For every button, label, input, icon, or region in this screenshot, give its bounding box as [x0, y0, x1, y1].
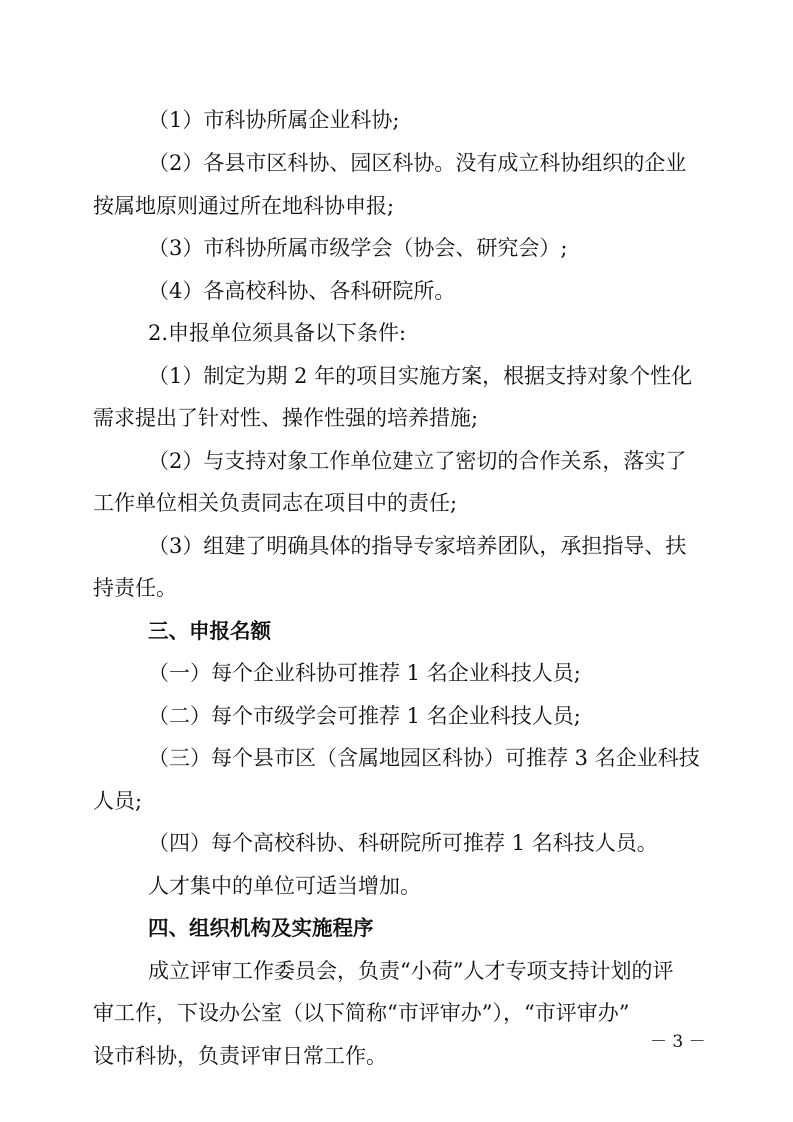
section-heading-text: 三、申报名额 [148, 619, 271, 643]
line-text: 审工作，下设办公室（以下简称“市评审办”），“市评审办” [93, 1001, 630, 1025]
line-text: （四）每个高校科协、科研院所可推荐 1 名科技人员。 [148, 831, 658, 855]
line-text: （三）每个县市区（含属地园区科协）可推荐 3 名企业科技 [148, 746, 700, 770]
line-text: 人才集中的单位可适当增加。 [148, 874, 421, 898]
line-text: 成立评审工作委员会，负责“小荷”人才专项支持计划的评 [148, 959, 674, 983]
body-line [0, 701, 793, 731]
line-text: 按属地原则通过所在地科协申报; [93, 194, 395, 218]
line-text: （1）市科协所属企业科协; [148, 108, 400, 132]
line-text: 持责任。 [93, 576, 177, 600]
line-text: 设市科协，负责评审日常工作。 [93, 1044, 387, 1068]
line-text: （2）与支持对象工作单位建立了密切的合作关系，落实了 [148, 449, 687, 473]
line-text: 2.申报单位须具备以下条件: [148, 321, 407, 345]
body-line [0, 786, 793, 816]
line-text: （3）市科协所属市级学会（协会、研究会）; [148, 236, 568, 260]
body-line [0, 361, 793, 391]
line-text: 需求提出了针对性、操作性强的培养措施; [93, 406, 479, 430]
body-line [0, 233, 793, 263]
body-line [0, 191, 793, 221]
section-heading [0, 616, 793, 646]
line-text: （4）各高校科协、各科研院所。 [148, 279, 456, 303]
line-text: （一）每个企业科协可推荐 1 名企业科技人员; [148, 661, 581, 685]
line-text: （1）制定为期 2 年的项目实施方案，根据支持对象个性化 [148, 364, 693, 388]
body-line [0, 318, 793, 348]
body-line [0, 276, 793, 306]
body-line [0, 148, 793, 178]
body-line [0, 403, 793, 433]
line-text: （3）组建了明确具体的指导专家培养团队，承担指导、扶 [148, 534, 687, 558]
body-line [0, 956, 793, 986]
body-line [0, 573, 793, 603]
line-text: （二）每个市级学会可推荐 1 名企业科技人员; [148, 704, 581, 728]
body-line [0, 871, 793, 901]
body-line [0, 531, 793, 561]
body-line [0, 658, 793, 688]
line-text: 工作单位相关负责同志在项目中的责任; [93, 491, 458, 515]
page-number: － 3 － [650, 1032, 706, 1052]
body-line [0, 446, 793, 476]
body-line [0, 105, 793, 135]
body-line [0, 743, 793, 773]
line-text: （2）各县市区科协、园区科协。没有成立科协组织的企业 [148, 151, 687, 175]
body-line [0, 998, 793, 1028]
line-text: 人员; [93, 789, 143, 813]
body-line [0, 488, 793, 518]
body-line [0, 828, 793, 858]
section-heading-text: 四、组织机构及实施程序 [148, 916, 374, 940]
section-heading [0, 913, 793, 943]
